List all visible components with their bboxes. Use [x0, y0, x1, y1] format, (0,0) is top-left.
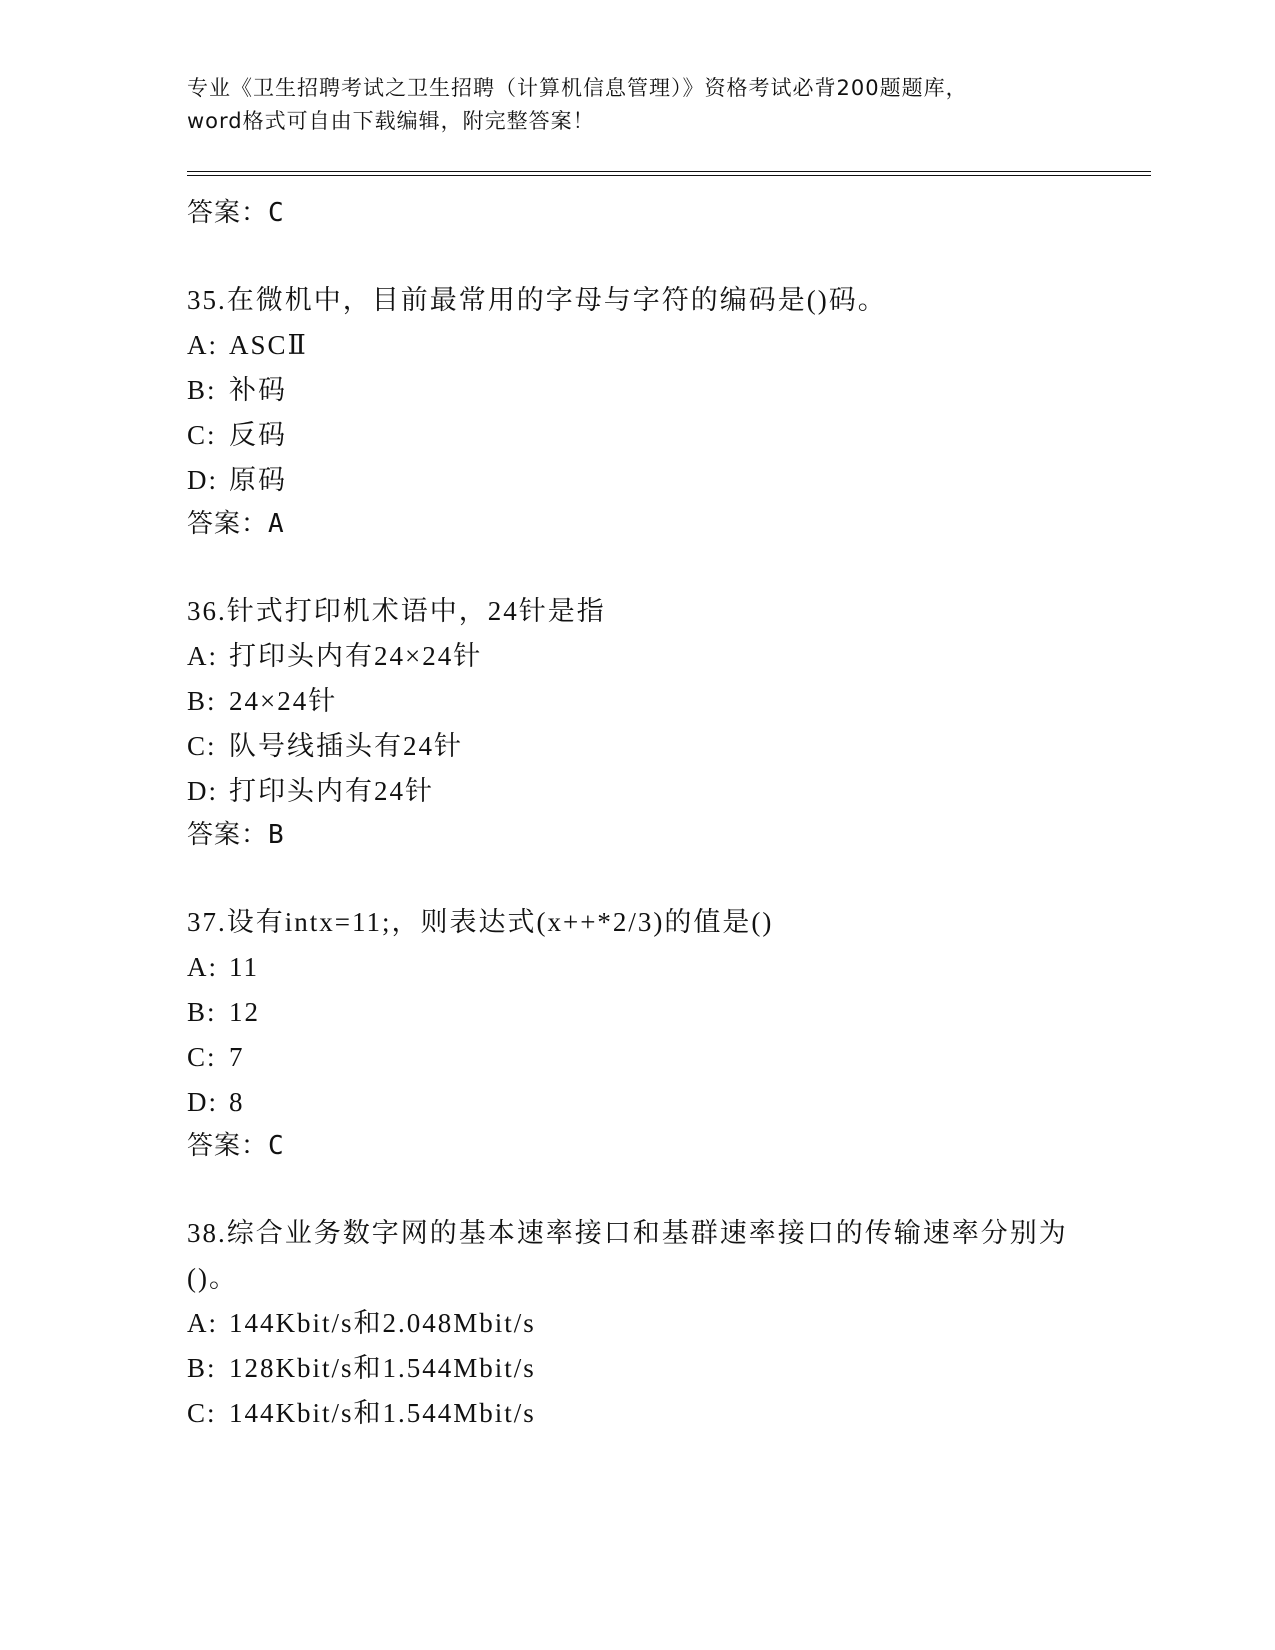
header-line-2: word格式可自由下载编辑，附完整答案！ [187, 109, 595, 133]
option-label: C: [187, 1398, 217, 1428]
option-d [187, 769, 1087, 814]
answer-prefix: 答案： [187, 820, 269, 850]
option-a [187, 323, 1087, 368]
option-text: 打印头内有24针 [229, 776, 434, 806]
header-divider-bottom [187, 175, 1151, 176]
question-36 [187, 589, 1087, 852]
answer-line [187, 196, 1087, 230]
option-b [187, 679, 1087, 724]
header-divider-top [187, 171, 1151, 172]
question-text: 38.综合业务数字网的基本速率接口和基群速率接口的传输速率分别为()。 [187, 1218, 1068, 1293]
option-a [187, 1301, 1087, 1346]
option-label: B: [187, 686, 217, 716]
option-text: 144Kbit/s和1.544Mbit/s [229, 1398, 536, 1428]
answer-value: A [268, 509, 285, 539]
option-label: A: [187, 1308, 218, 1338]
answer-line [187, 818, 1087, 852]
option-text: 打印头内有24×24针 [229, 641, 483, 671]
option-label: A: [187, 330, 218, 360]
option-label: B: [187, 375, 217, 405]
option-b [187, 368, 1087, 413]
option-label: D: [187, 465, 218, 495]
option-text: ASCⅡ [229, 330, 308, 360]
option-label: C: [187, 731, 217, 761]
answer-line [187, 507, 1087, 541]
option-text: 24×24针 [229, 686, 338, 716]
option-d [187, 458, 1087, 503]
option-text: 补码 [229, 375, 287, 405]
question-38 [187, 1211, 1087, 1436]
option-c [187, 1391, 1087, 1436]
answer-prefix: 答案： [187, 1131, 269, 1161]
option-text: 8 [229, 1087, 245, 1117]
question-text: 35.在微机中，目前最常用的字母与字符的编码是()码。 [187, 285, 887, 315]
option-label: B: [187, 1353, 217, 1383]
option-label: A: [187, 641, 218, 671]
option-text: 7 [229, 1042, 245, 1072]
option-b [187, 990, 1087, 1035]
answer-prefix: 答案： [187, 198, 269, 228]
option-label: D: [187, 776, 218, 806]
option-label: C: [187, 420, 217, 450]
option-b [187, 1346, 1087, 1391]
option-d [187, 1080, 1087, 1125]
question-list [187, 192, 1087, 1436]
option-label: B: [187, 997, 217, 1027]
question-text: 37.设有intx=11;，则表达式(x++*2/3)的值是() [187, 907, 774, 937]
option-label: A: [187, 952, 218, 982]
option-c [187, 413, 1087, 458]
option-c [187, 1035, 1087, 1080]
option-c [187, 724, 1087, 769]
option-text: 144Kbit/s和2.048Mbit/s [229, 1308, 536, 1338]
option-text: 128Kbit/s和1.544Mbit/s [229, 1353, 536, 1383]
option-a [187, 945, 1087, 990]
answer-value: B [268, 820, 285, 850]
option-label: C: [187, 1042, 217, 1072]
question-35 [187, 278, 1087, 541]
document-header [187, 72, 1087, 138]
option-text: 反码 [229, 420, 287, 450]
option-label: D: [187, 1087, 218, 1117]
header-line-1: 专业《卫生招聘考试之卫生招聘（计算机信息管理）》资格考试必背200题题库， [187, 76, 968, 100]
answer-prefix: 答案： [187, 509, 269, 539]
option-text: 11 [229, 952, 259, 982]
option-a [187, 634, 1087, 679]
question-text: 36.针式打印机术语中，24针是指 [187, 596, 606, 626]
question-37 [187, 900, 1087, 1163]
option-text: 12 [229, 997, 260, 1027]
answer-value: C [268, 198, 285, 228]
option-text: 原码 [229, 465, 287, 495]
answer-line [187, 1129, 1087, 1163]
answer-value: C [268, 1131, 285, 1161]
option-text: 队号线插头有24针 [229, 731, 463, 761]
